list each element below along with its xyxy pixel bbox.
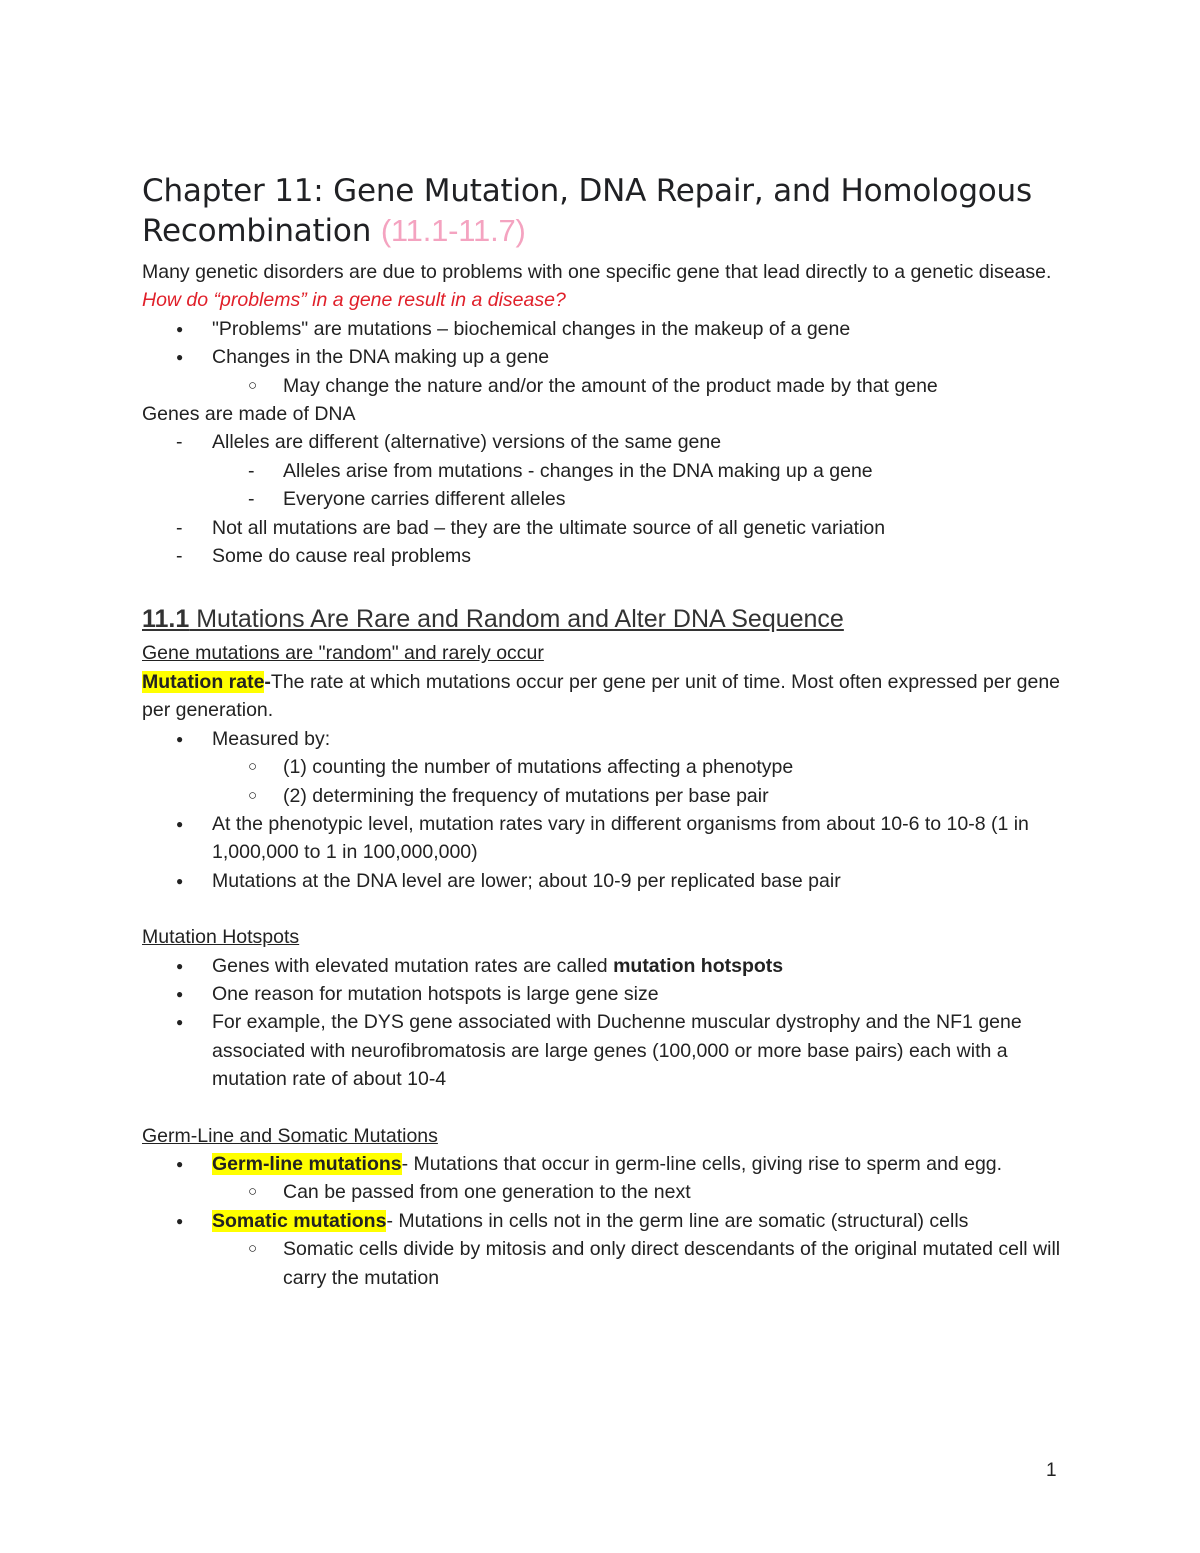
section-subheading: Gene mutations are "random" and rarely occur bbox=[142, 642, 544, 665]
list-item: - Alleles are different (alternative) versions of the same gene bbox=[142, 428, 1072, 456]
germline-term: Germ-line mutations bbox=[212, 1152, 402, 1175]
list-item: ○ Somatic cells divide by mitosis and only direct descendants of the original mutated cell will carry the mutation bbox=[142, 1235, 1072, 1292]
mutation-rate-text: The rate at which mutations occur per gene per unit of time. Most often expressed per gene per generation. bbox=[142, 670, 1061, 722]
list-item: ● Measured by: bbox=[142, 725, 1072, 753]
hotspots-heading: Mutation Hotspots bbox=[142, 926, 300, 949]
somatic-definition: - Mutations in cells not in the germ line are somatic (structural) cells bbox=[386, 1209, 969, 1232]
list-item: ● Mutations at the DNA level are lower; about 10-9 per replicated base pair bbox=[142, 867, 1072, 895]
document-body bbox=[142, 258, 1072, 1292]
list-item bbox=[142, 952, 1072, 980]
hotspots-list bbox=[142, 952, 1072, 1094]
section-title: Mutations Are Rare and Random and Alter DNA Sequence bbox=[189, 605, 844, 634]
chapter-title bbox=[142, 172, 1102, 251]
mutation-rate-definition bbox=[142, 668, 1072, 725]
intro-text: Many genetic disorders are due to problems with one specific gene that lead directly to a genetic disease. bbox=[142, 261, 1052, 283]
list-item: ○ (2) determining the frequency of mutations per base pair bbox=[142, 782, 1072, 810]
intro-list bbox=[142, 315, 1072, 400]
page-number: 1 bbox=[1046, 1460, 1057, 1481]
list-item bbox=[142, 1207, 1072, 1235]
list-item: ○ Can be passed from one generation to the next bbox=[142, 1178, 1072, 1206]
list-item: ● At the phenotypic level, mutation rates vary in different organisms from about 10-6 to 10-8 (1 in 1,000,000 to 1 in 100,000,000) bbox=[142, 810, 1072, 867]
list-item bbox=[142, 1150, 1072, 1178]
list-item: - Some do cause real problems bbox=[142, 542, 1072, 570]
mutation-rate-separator: - bbox=[264, 670, 271, 693]
chapter-title-text: Chapter 11: Gene Mutation, DNA Repair, and Homologous Recombination bbox=[142, 173, 1032, 249]
intro-paragraph bbox=[142, 258, 1072, 315]
genes-list bbox=[142, 428, 1072, 570]
mutation-rate-term: Mutation rate bbox=[142, 670, 265, 693]
list-item: ● "Problems" are mutations – biochemical changes in the makeup of a gene bbox=[142, 315, 1072, 343]
list-item: ● For example, the DYS gene associated with Duchenne muscular dystrophy and the NF1 gene associated with neurofibromatosis are large genes (100,000 or more base pairs) each with a mutation rate of about 10-4 bbox=[142, 1008, 1072, 1093]
section-heading bbox=[142, 603, 1072, 635]
hotspots-term: mutation hotspots bbox=[613, 954, 784, 977]
list-item: ○ (1) counting the number of mutations affecting a phenotype bbox=[142, 753, 1072, 781]
rate-list bbox=[142, 725, 1072, 895]
somatic-term: Somatic mutations bbox=[212, 1209, 387, 1232]
list-item: - Everyone carries different alleles bbox=[142, 485, 1072, 513]
list-item: ○ May change the nature and/or the amount of the product made by that gene bbox=[142, 372, 1072, 400]
list-item: - Not all mutations are bad – they are the ultimate source of all genetic variation bbox=[142, 514, 1072, 542]
spacer bbox=[142, 1094, 1072, 1122]
intro-question: How do “problems” in a gene result in a disease? bbox=[142, 289, 566, 312]
genes-heading: Genes are made of DNA bbox=[142, 403, 356, 426]
hotspots-text: Genes with elevated mutation rates are called bbox=[212, 954, 614, 977]
germline-list bbox=[142, 1150, 1072, 1292]
section-number: 11.1 bbox=[142, 605, 190, 634]
chapter-range: (11.1-11.7) bbox=[380, 213, 526, 248]
germline-heading: Germ-Line and Somatic Mutations bbox=[142, 1124, 438, 1147]
spacer bbox=[142, 895, 1072, 923]
list-item: - Alleles arise from mutations - changes in the DNA making up a gene bbox=[142, 457, 1072, 485]
list-item: ● One reason for mutation hotspots is large gene size bbox=[142, 980, 1072, 1008]
germline-definition: - Mutations that occur in germ-line cells, giving rise to sperm and egg. bbox=[401, 1152, 1003, 1175]
list-item: ● Changes in the DNA making up a gene bbox=[142, 343, 1072, 371]
